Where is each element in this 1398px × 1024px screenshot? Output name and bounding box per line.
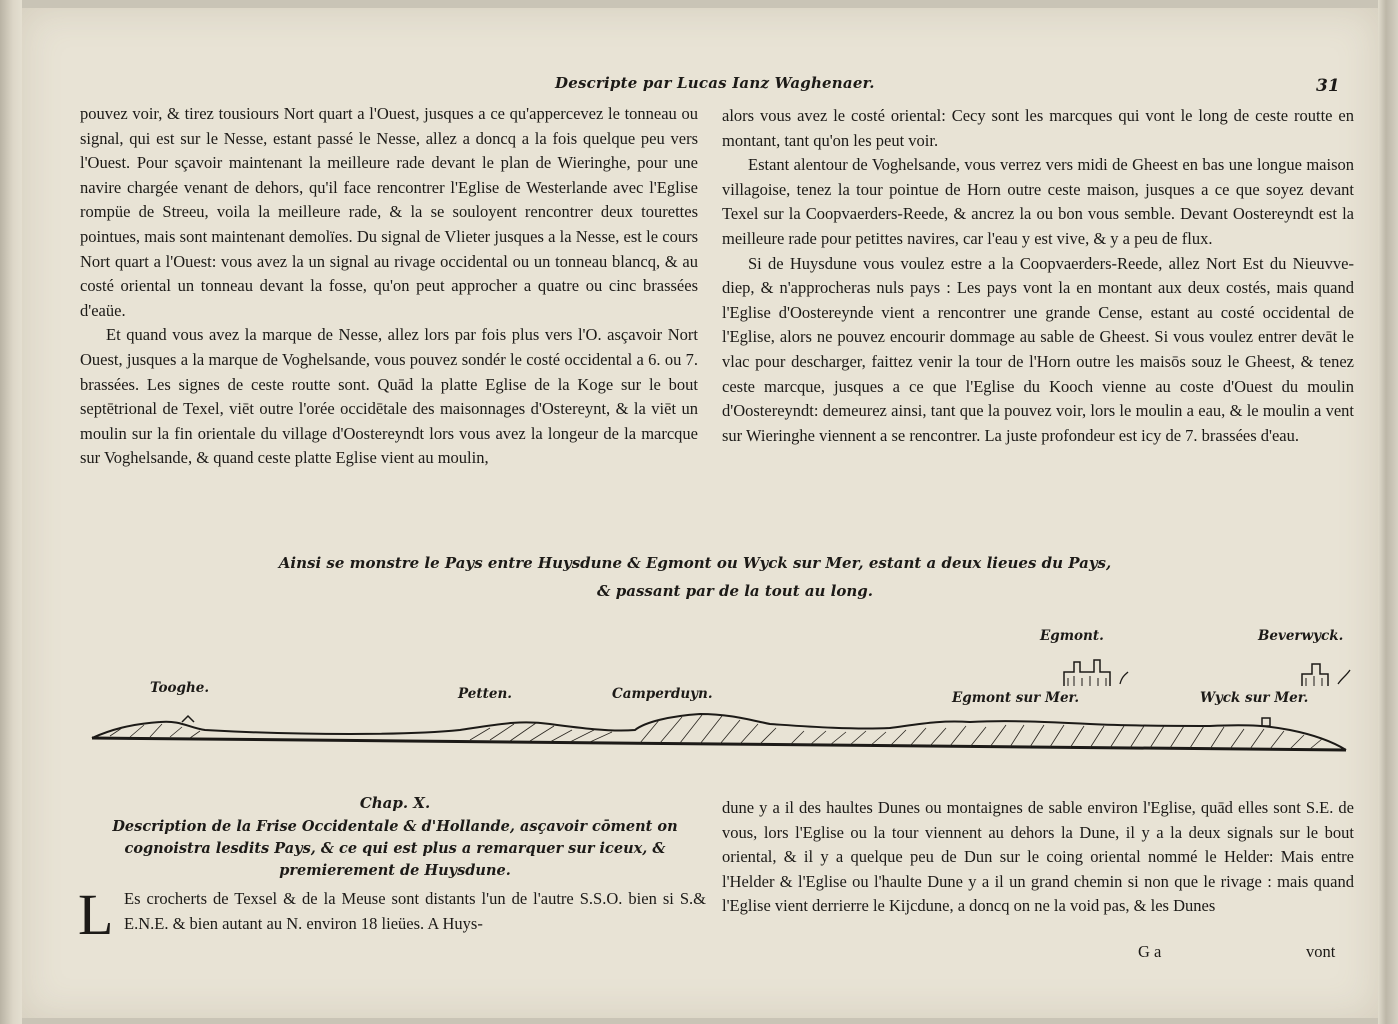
place-label-petten: Petten. — [458, 686, 512, 702]
catchword: vont — [1306, 942, 1336, 961]
place-label-tooghe: Tooghe. — [150, 680, 210, 696]
text-column-right — [722, 104, 1354, 448]
beverwyck-church-icon — [1298, 654, 1358, 688]
text-column-left — [80, 102, 698, 471]
place-label-beverwyck: Beverwyck. — [1258, 628, 1344, 644]
page-edge — [1378, 0, 1398, 1024]
place-label-wyck-sur-mer: Wyck sur Mer. — [1200, 690, 1309, 706]
drop-cap: L — [78, 882, 114, 947]
place-label-egmont-sur-mer: Egmont sur Mer. — [952, 690, 1080, 706]
paragraph: Si de Huysdune vous voulez estre a la Coopvaerders-Reede, allez Nort Est du Nieuvve-diep, & n'approcheras nuls pays : Les pays vont la en montant aux deux costés, mais quand l'Eglise d'Oostereynde vient a rencontrer une grande Cense, estant au costé occidental de l'Eglise, alors ne pouvez encourir dommage au sable de Gheest. Si vous voulez entrer devāt le vlac pour descharger, faittez venir la tour de l'Horn outre les maisōs souz le Gheest, & tenez ceste marcque, jusques a ce que l'Eglise du Kooch vienne au coste d'Ouest du moulin d'Oostereyndt: demeurez ainsi, tant que la pouvez voir, lors le moulin a eau, & le moulin a vent sur Wieringhe viennent a se rencontrer. La juste profondeur est icy de 7. brassées d'eau. — [722, 253, 1354, 445]
place-label-camperduyn: Camperduyn. — [612, 686, 713, 702]
book-gutter — [0, 0, 22, 1024]
running-title: Descripte par Lucas Ianz Waghenaer. — [555, 74, 875, 92]
chapter-number: Chap. X. — [359, 794, 431, 812]
place-label-egmont: Egmont. — [1040, 628, 1104, 644]
coastline-profile-engraving — [90, 700, 1350, 760]
paragraph: alors vous avez le costé oriental: Cecy sont les marcques qui vont le long de ceste routte en montant, tant qu'on les peut voir. — [722, 106, 1354, 150]
chapter-title: Description de la Frise Occidentale & d'Hollande, asçavoir cōment on cognoistra lesdits Pays, & ce qui est plus a remarquer sur iceux, & premierement de Huysdune. — [112, 818, 678, 879]
illustration-caption: Ainsi se monstre le Pays entre Huysdune & Egmont ou Wyck sur Mer, estant a deux lieues du Pays, — [278, 554, 1112, 572]
paragraph: Estant alentour de Voghelsande, vous verrez vers midi de Gheest en bas une longue maison villagoise, tenez la tour pointue de Horn outre ceste maison, jusques a ce que soyez devant Texel sur la Coopvaerders-Reede, & ancrez la ou bon vous semble. Devant Oostereyndt est la meilleure rade pour petittes navires, car l'eau y est vive, & y a peu de flux. — [722, 155, 1354, 248]
illustration-caption-continued: & passant par de la tout au long. — [596, 582, 874, 600]
paragraph: Et quand vous avez la marque de Nesse, allez lors par fois plus vers l'O. asçavoir Nort Ouest, jusques a la marque de Voghelsande, vous pouvez sondér le costé occidental a 6. ou 7. brassées. Les signes de ceste routte sont. Quād la platte Eglise de la Koge sur le bout septētrional de Texel, viēt outre l'orée occidētale des maisonnages d'Ostereynt, & la viēt un moulin sur la fin orientale du village d'Oostereyndt lors vous avez la longeur de la marcque sur Voghelsande, & quand ceste platte Eglise vient au moulin, — [80, 325, 698, 468]
page-number: 31 — [1316, 76, 1340, 96]
chapter-text: Es crocherts de Texsel & de la Meuse sont distants l'un de l'autre S.S.O. bien si S.& E.N.E. & bien autant au N. environ 18 lieües. A Huys- — [124, 889, 706, 933]
signature-mark: G a — [1138, 942, 1162, 961]
egmont-church-icon — [1060, 654, 1130, 688]
text-column-lower-right: dune y a il des haultes Dunes ou montaignes de sable environ l'Eglise, quād elles sont S.E. de vous, lors l'Eglise ou la tour viennent au dehors la Dune, il y a la deux signals sur le bout oriental, & il y a quelque peu de Dun sur le coing oriental nommé le Helder: Mais entre l'Helder & l'Eglise ou l'haulte Dune y a il un grand chemin si non que le rivage : mais quand l'Eglise vient derrierre le Kijcdune, a doncq on ne la void pas, & les Dunes — [722, 798, 1354, 916]
paragraph: pouvez voir, & tirez tousiours Nort quart a l'Ouest, jusques a ce qu'appercevez le tonneau ou signal, qui est sur le Nesse, estant passé le Nesse, allez a doncq a la fois quelque peu vers l'Ouest. Pour sçavoir maintenant la meilleure rade devant le plan de Wieringhe, pour une navire chargée venant de dehors, qu'il face rencontrer l'Eglise de Westerlande avec l'Eglise rompüe de Streeu, voila la meilleure rade, & la se souloyent rencontrer deux tourettes pointues, mais sont maintenant demolïes. Du signal de Vlieter jusques a la Nesse, est le cours Nort quart a l'Ouest: vous avez la un signal au rivage occidental ou un tonneau blancq, & au costé oriental un tonneau devant la fosse, qu'on peut approcher a quatre ou cinc brassées d'eaüe. — [80, 104, 698, 320]
